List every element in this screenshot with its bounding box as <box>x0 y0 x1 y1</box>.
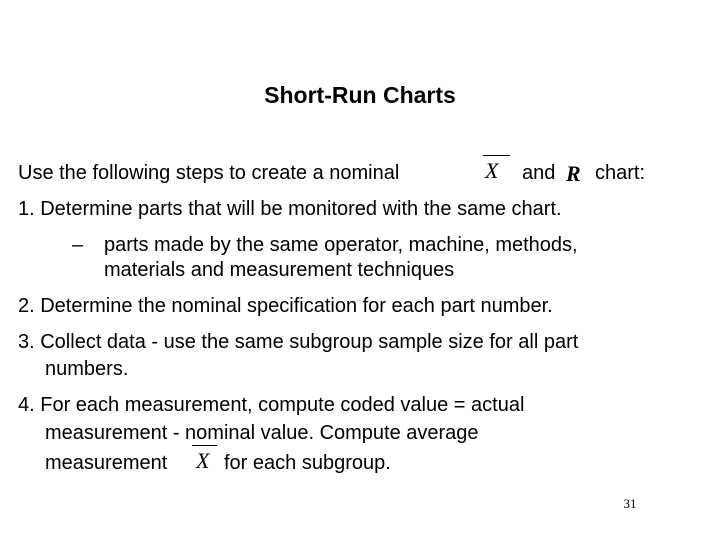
step-1: 1. Determine parts that will be monitored with the same chart. <box>18 198 562 220</box>
intro-text: Use the following steps to create a nominal <box>18 162 400 184</box>
step-4-cont-c: for each subgroup. <box>224 452 391 474</box>
step-3-cont: numbers. <box>45 358 129 380</box>
r-symbol: R <box>566 161 581 186</box>
step-4: 4. For each measurement, compute coded value = actual <box>18 394 525 416</box>
xbar-symbol-2: X <box>196 448 210 473</box>
xbar-symbol: X <box>485 158 499 183</box>
page-number: 31 <box>623 496 637 511</box>
step-2: 2. Determine the nominal specification for each part number. <box>18 295 553 317</box>
step-1-sub-a: parts made by the same operator, machine, methods, <box>104 234 578 256</box>
step-3: 3. Collect data - use the same subgroup sample size for all part <box>18 331 579 353</box>
xbar-overline-2 <box>192 445 217 446</box>
step-1-dash: – <box>72 234 84 256</box>
step-4-cont-b: measurement <box>45 452 168 474</box>
intro-chart: chart: <box>595 162 646 184</box>
step-1-sub-b: materials and measurement techniques <box>104 259 455 281</box>
step-4-cont-a: measurement - nominal value. Compute average <box>45 422 479 444</box>
intro-and: and <box>522 162 556 184</box>
xbar-overline <box>483 155 510 156</box>
slide-title: Short-Run Charts <box>264 82 456 108</box>
